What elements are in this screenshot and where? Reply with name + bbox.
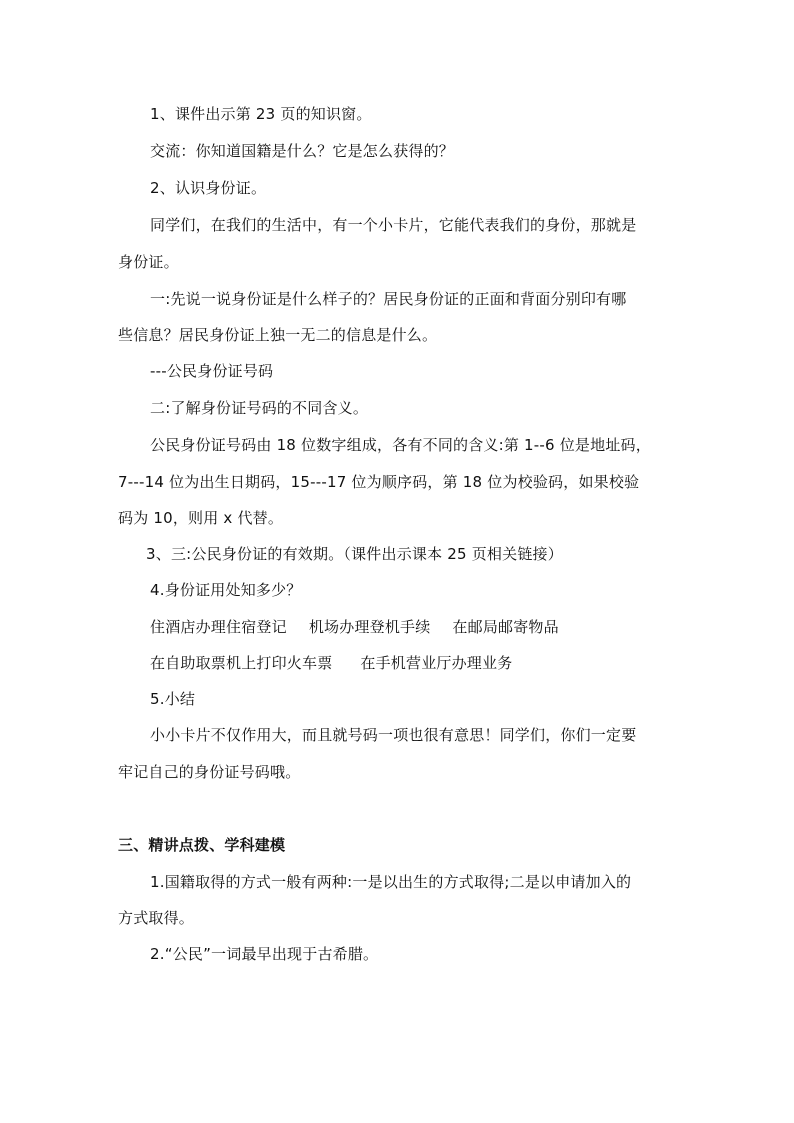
text-line-uses-title: 4.身份证用处知多少？ (150, 581, 302, 599)
text-line-citizen-origin: 2.“公民”一词最早出现于古希腊。 (150, 945, 379, 963)
uses-row-2 (150, 653, 512, 673)
text-line-digits-c: 码为 10，则用 x 代替。 (118, 509, 284, 527)
text-line-courseware-p23: 1、课件出示第 23 页的知识窗。 (150, 105, 372, 123)
list-item: 在自助取票机上打印火车票 (150, 654, 333, 672)
list-item: 机场办理登机手续 (308, 618, 431, 636)
text-line-summary-b: 牢记自己的身份证号码哦。 (118, 763, 301, 781)
text-line-id-number: ---公民身份证号码 (150, 362, 274, 380)
list-item: 在手机营业厅办理业务 (360, 654, 513, 672)
list-item: 在邮局邮寄物品 (452, 618, 559, 636)
text-line-validity: 3、三:公民身份证的有效期。（课件出示课本 25 页相关链接） (146, 545, 563, 563)
text-line-intro-b: 身份证。 (118, 253, 179, 271)
text-line-summary-a: 小小卡片不仅作用大，而且就号码一项也很有意思！同学们，你们一定要 (150, 726, 637, 744)
text-line-summary-title: 5.小结 (150, 690, 196, 708)
text-line-question-a: 一:先说一说身份证是什么样子的？居民身份证的正面和背面分别印有哪 (150, 290, 627, 308)
list-item: 住酒店办理住宿登记 (150, 618, 287, 636)
section-heading: 三、精讲点拨、学科建模 (118, 836, 286, 854)
text-line-recognize-id: 2、认识身份证。 (150, 179, 267, 197)
text-line-question-b: 些信息？居民身份证上独一无二的信息是什么。 (118, 326, 438, 344)
text-line-nationality-b: 方式取得。 (118, 909, 195, 927)
text-line-nationality-a: 1.国籍取得的方式一般有两种:一是以出生的方式取得;二是以申请加入的 (150, 873, 632, 891)
uses-row-1 (150, 617, 559, 637)
text-line-meaning: 二:了解身份证号码的不同含义。 (150, 399, 369, 417)
text-line-digits-b: 7---14 位为出生日期码，15---17 位为顺序码，第 18 位为校验码，如果校验 (118, 473, 640, 491)
text-line-discussion: 交流：你知道国籍是什么？它是怎么获得的？ (150, 142, 455, 160)
text-line-intro-a: 同学们，在我们的生活中，有一个小卡片，它能代表我们的身份，那就是 (150, 216, 637, 234)
text-line-digits-a: 公民身份证号码由 18 位数字组成，各有不同的含义:第 1--6 位是地址码， (150, 436, 651, 454)
